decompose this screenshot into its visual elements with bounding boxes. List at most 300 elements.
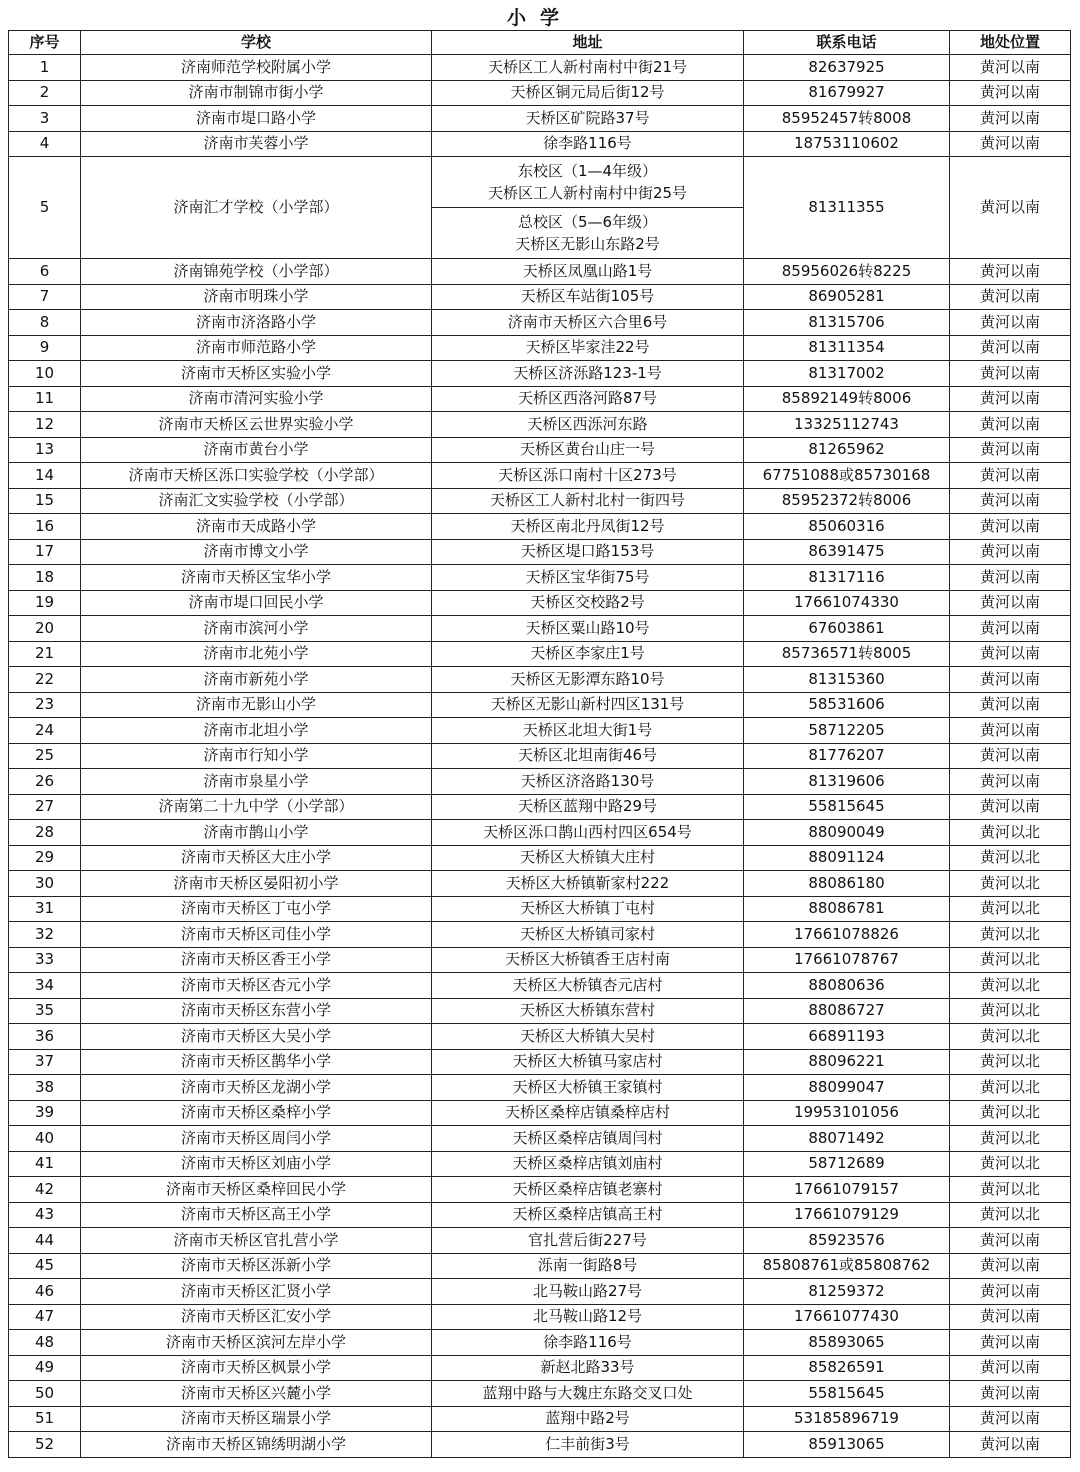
cell-school: 济南市天桥区官扎营小学 — [81, 1228, 432, 1254]
cell-address: 天桥区车站街105号 — [432, 284, 744, 310]
cell-no: 51 — [9, 1406, 81, 1432]
cell-phone: 88091124 — [744, 845, 950, 871]
cell-no: 27 — [9, 794, 81, 820]
table-row — [9, 1202, 1071, 1228]
cell-school: 济南市堤口回民小学 — [81, 590, 432, 616]
cell-school: 济南汇文实验学校（小学部） — [81, 488, 432, 514]
cell-school: 济南市天桥区丁屯小学 — [81, 896, 432, 922]
table-row — [9, 743, 1071, 769]
cell-location: 黄河以北 — [950, 896, 1071, 922]
cell-phone: 67751088或85730168 — [744, 463, 950, 489]
cell-location: 黄河以南 — [950, 1253, 1071, 1279]
cell-phone: 86905281 — [744, 284, 950, 310]
cell-address: 官扎营后街227号 — [432, 1228, 744, 1254]
cell-location: 黄河以北 — [950, 1202, 1071, 1228]
cell-location: 黄河以南 — [950, 514, 1071, 540]
table-row — [9, 692, 1071, 718]
cell-school: 济南市天桥区周闫小学 — [81, 1126, 432, 1152]
cell-location: 黄河以北 — [950, 1151, 1071, 1177]
cell-phone: 81311354 — [744, 335, 950, 361]
cell-location: 黄河以南 — [950, 80, 1071, 106]
table-row — [9, 131, 1071, 157]
cell-no: 15 — [9, 488, 81, 514]
cell-phone: 88086727 — [744, 998, 950, 1024]
cell-school: 济南市天桥区枫景小学 — [81, 1355, 432, 1381]
cell-location: 黄河以南 — [950, 1432, 1071, 1458]
cell-address: 天桥区大桥镇东营村 — [432, 998, 744, 1024]
table-row — [9, 1177, 1071, 1203]
cell-phone: 88086781 — [744, 896, 950, 922]
cell-phone: 17661078767 — [744, 947, 950, 973]
table-row — [9, 1049, 1071, 1075]
cell-phone: 81679927 — [744, 80, 950, 106]
table-row — [9, 590, 1071, 616]
cell-school: 济南市无影山小学 — [81, 692, 432, 718]
cell-address-campus-main — [432, 208, 744, 259]
table-row — [9, 259, 1071, 285]
cell-phone: 67603861 — [744, 616, 950, 642]
address-line: 东校区（1—4年级） — [517, 162, 658, 180]
cell-no: 44 — [9, 1228, 81, 1254]
table-row — [9, 1381, 1071, 1407]
table-row — [9, 539, 1071, 565]
cell-no: 3 — [9, 106, 81, 132]
cell-school: 济南市天桥区宝华小学 — [81, 565, 432, 591]
cell-location: 黄河以南 — [950, 488, 1071, 514]
cell-no: 34 — [9, 973, 81, 999]
cell-phone: 85913065 — [744, 1432, 950, 1458]
cell-no: 13 — [9, 437, 81, 463]
table-row — [9, 514, 1071, 540]
table-row — [9, 284, 1071, 310]
cell-school: 济南市天桥区瑞景小学 — [81, 1406, 432, 1432]
table-row — [9, 1304, 1071, 1330]
cell-address: 天桥区泺口鹊山西村四区654号 — [432, 820, 744, 846]
cell-no: 20 — [9, 616, 81, 642]
cell-address: 天桥区矿院路37号 — [432, 106, 744, 132]
table-row — [9, 1253, 1071, 1279]
cell-school: 济南市天桥区泺口实验学校（小学部） — [81, 463, 432, 489]
cell-phone: 85736571转8005 — [744, 641, 950, 667]
school-table — [8, 30, 1071, 1458]
table-row — [9, 565, 1071, 591]
cell-phone: 81315706 — [744, 310, 950, 336]
header-phone: 联系电话 — [744, 31, 950, 55]
table-row — [9, 769, 1071, 795]
cell-phone: 88071492 — [744, 1126, 950, 1152]
table-row — [9, 1126, 1071, 1152]
cell-address: 天桥区大桥镇王家镇村 — [432, 1075, 744, 1101]
cell-address: 天桥区桑梓店镇周闫村 — [432, 1126, 744, 1152]
header-school: 学校 — [81, 31, 432, 55]
cell-address: 天桥区大桥镇司家村 — [432, 922, 744, 948]
cell-no: 29 — [9, 845, 81, 871]
cell-location: 黄河以北 — [950, 820, 1071, 846]
cell-address: 天桥区黄台山庄一号 — [432, 437, 744, 463]
cell-school: 济南市天桥区桑梓小学 — [81, 1100, 432, 1126]
cell-address: 天桥区济洛路130号 — [432, 769, 744, 795]
cell-school: 济南市天桥区锦绣明湖小学 — [81, 1432, 432, 1458]
cell-address: 天桥区粟山路10号 — [432, 616, 744, 642]
header-row — [9, 31, 1071, 55]
cell-phone: 53185896719 — [744, 1406, 950, 1432]
cell-location: 黄河以南 — [950, 1279, 1071, 1305]
cell-phone: 13325112743 — [744, 412, 950, 438]
cell-phone: 85808761或85808762 — [744, 1253, 950, 1279]
cell-location: 黄河以南 — [950, 539, 1071, 565]
table-row — [9, 1279, 1071, 1305]
cell-phone: 85956026转8225 — [744, 259, 950, 285]
cell-no: 46 — [9, 1279, 81, 1305]
table-row — [9, 437, 1071, 463]
cell-no: 42 — [9, 1177, 81, 1203]
cell-location: 黄河以南 — [950, 106, 1071, 132]
cell-phone: 85892149转8006 — [744, 386, 950, 412]
table-row — [9, 1330, 1071, 1356]
cell-school: 济南市天桥区司佳小学 — [81, 922, 432, 948]
cell-phone: 55815645 — [744, 1381, 950, 1407]
cell-no: 26 — [9, 769, 81, 795]
table-row — [9, 1100, 1071, 1126]
cell-no: 8 — [9, 310, 81, 336]
cell-address: 天桥区工人新村北村一街四号 — [432, 488, 744, 514]
cell-phone: 88096221 — [744, 1049, 950, 1075]
cell-location: 黄河以北 — [950, 871, 1071, 897]
cell-location: 黄河以南 — [950, 412, 1071, 438]
cell-no: 52 — [9, 1432, 81, 1458]
cell-phone: 17661079157 — [744, 1177, 950, 1203]
cell-phone: 88090049 — [744, 820, 950, 846]
cell-school: 济南市博文小学 — [81, 539, 432, 565]
table-row — [9, 80, 1071, 106]
cell-no: 16 — [9, 514, 81, 540]
cell-phone: 58712205 — [744, 718, 950, 744]
cell-no: 12 — [9, 412, 81, 438]
cell-school: 济南市鹊山小学 — [81, 820, 432, 846]
cell-address: 天桥区南北丹凤街12号 — [432, 514, 744, 540]
cell-no: 1 — [9, 55, 81, 81]
cell-school: 济南市明珠小学 — [81, 284, 432, 310]
cell-location: 黄河以北 — [950, 998, 1071, 1024]
cell-school: 济南市天桥区香王小学 — [81, 947, 432, 973]
table-row — [9, 463, 1071, 489]
cell-phone: 85952372转8006 — [744, 488, 950, 514]
cell-school: 济南市济洛路小学 — [81, 310, 432, 336]
address-line: 天桥区工人新村南村中街25号 — [487, 184, 688, 202]
cell-location: 黄河以北 — [950, 1049, 1071, 1075]
cell-school: 济南市天桥区汇安小学 — [81, 1304, 432, 1330]
cell-address: 天桥区宝华街75号 — [432, 565, 744, 591]
cell-phone: 19953101056 — [744, 1100, 950, 1126]
cell-address: 济南市天桥区六合里6号 — [432, 310, 744, 336]
cell-school: 济南市堤口路小学 — [81, 106, 432, 132]
table-row — [9, 1355, 1071, 1381]
cell-no: 23 — [9, 692, 81, 718]
cell-no: 31 — [9, 896, 81, 922]
cell-no: 14 — [9, 463, 81, 489]
cell-address: 天桥区桑梓店镇刘庙村 — [432, 1151, 744, 1177]
cell-location: 黄河以北 — [950, 1100, 1071, 1126]
header-address: 地址 — [432, 31, 744, 55]
cell-address: 天桥区堤口路153号 — [432, 539, 744, 565]
cell-school: 济南市清河实验小学 — [81, 386, 432, 412]
cell-location: 黄河以南 — [950, 157, 1071, 259]
table-row — [9, 922, 1071, 948]
cell-phone: 17661078826 — [744, 922, 950, 948]
cell-location: 黄河以南 — [950, 641, 1071, 667]
cell-location: 黄河以北 — [950, 1024, 1071, 1050]
table-row — [9, 1432, 1071, 1458]
cell-school: 济南市滨河小学 — [81, 616, 432, 642]
cell-address: 北马鞍山路27号 — [432, 1279, 744, 1305]
cell-school: 济南市天桥区杏元小学 — [81, 973, 432, 999]
cell-phone: 66891193 — [744, 1024, 950, 1050]
cell-location: 黄河以南 — [950, 437, 1071, 463]
cell-location: 黄河以南 — [950, 616, 1071, 642]
cell-no: 7 — [9, 284, 81, 310]
table-row — [9, 310, 1071, 336]
table-row — [9, 386, 1071, 412]
table-row — [9, 361, 1071, 387]
cell-phone: 81315360 — [744, 667, 950, 693]
cell-school: 济南市北苑小学 — [81, 641, 432, 667]
table-row — [9, 1075, 1071, 1101]
cell-address: 天桥区北坦大街1号 — [432, 718, 744, 744]
cell-no: 18 — [9, 565, 81, 591]
table-row — [9, 335, 1071, 361]
cell-address: 天桥区北坦南街46号 — [432, 743, 744, 769]
table-row — [9, 1228, 1071, 1254]
table-row — [9, 845, 1071, 871]
cell-location: 黄河以北 — [950, 1075, 1071, 1101]
cell-school: 济南市天桥区兴麓小学 — [81, 1381, 432, 1407]
cell-phone: 88080636 — [744, 973, 950, 999]
cell-school: 济南市黄台小学 — [81, 437, 432, 463]
cell-location: 黄河以南 — [950, 1304, 1071, 1330]
cell-address: 蓝翔中路与大魏庄东路交叉口处 — [432, 1381, 744, 1407]
cell-address: 天桥区西泺河东路 — [432, 412, 744, 438]
cell-address: 天桥区交校路2号 — [432, 590, 744, 616]
cell-no: 21 — [9, 641, 81, 667]
cell-address: 天桥区大桥镇靳家村222 — [432, 871, 744, 897]
table-body — [9, 55, 1071, 1458]
table-row — [9, 412, 1071, 438]
address-line: 总校区（5—6年级） — [517, 213, 658, 231]
cell-school: 济南市天桥区东营小学 — [81, 998, 432, 1024]
cell-phone: 81265962 — [744, 437, 950, 463]
table-row — [9, 947, 1071, 973]
cell-address: 天桥区凤凰山路1号 — [432, 259, 744, 285]
header-location: 地处位置 — [950, 31, 1071, 55]
cell-address: 徐李路116号 — [432, 1330, 744, 1356]
cell-school: 济南市师范路小学 — [81, 335, 432, 361]
table-row — [9, 641, 1071, 667]
cell-phone: 17661079129 — [744, 1202, 950, 1228]
cell-school: 济南市天桥区刘庙小学 — [81, 1151, 432, 1177]
cell-address: 北马鞍山路12号 — [432, 1304, 744, 1330]
cell-location: 黄河以北 — [950, 922, 1071, 948]
table-row — [9, 820, 1071, 846]
cell-phone: 18753110602 — [744, 131, 950, 157]
cell-school: 济南汇才学校（小学部） — [81, 157, 432, 259]
cell-address: 泺南一街路8号 — [432, 1253, 744, 1279]
cell-address: 天桥区大桥镇香王店村南 — [432, 947, 744, 973]
cell-no: 28 — [9, 820, 81, 846]
cell-phone: 58531606 — [744, 692, 950, 718]
header-no: 序号 — [9, 31, 81, 55]
cell-location: 黄河以南 — [950, 1406, 1071, 1432]
table-row — [9, 55, 1071, 81]
cell-phone: 88099047 — [744, 1075, 950, 1101]
table-row — [9, 1024, 1071, 1050]
cell-address: 天桥区铜元局后街12号 — [432, 80, 744, 106]
cell-no: 17 — [9, 539, 81, 565]
cell-school: 济南市天桥区龙湖小学 — [81, 1075, 432, 1101]
cell-no: 35 — [9, 998, 81, 1024]
cell-school: 济南市天桥区大庄小学 — [81, 845, 432, 871]
cell-address: 蓝翔中路2号 — [432, 1406, 744, 1432]
cell-location: 黄河以北 — [950, 1177, 1071, 1203]
cell-school: 济南市泉星小学 — [81, 769, 432, 795]
cell-school: 济南市新苑小学 — [81, 667, 432, 693]
cell-phone: 17661077430 — [744, 1304, 950, 1330]
cell-phone: 81319606 — [744, 769, 950, 795]
cell-address: 天桥区无影山新村四区131号 — [432, 692, 744, 718]
cell-school: 济南市天桥区实验小学 — [81, 361, 432, 387]
cell-school: 济南师范学校附属小学 — [81, 55, 432, 81]
cell-no: 40 — [9, 1126, 81, 1152]
cell-address: 天桥区大桥镇杏元店村 — [432, 973, 744, 999]
cell-phone: 81259372 — [744, 1279, 950, 1305]
cell-address: 天桥区桑梓店镇老寨村 — [432, 1177, 744, 1203]
cell-school: 济南第二十九中学（小学部） — [81, 794, 432, 820]
cell-school: 济南市天桥区滨河左岸小学 — [81, 1330, 432, 1356]
cell-no: 22 — [9, 667, 81, 693]
cell-no: 11 — [9, 386, 81, 412]
cell-location: 黄河以南 — [950, 718, 1071, 744]
cell-school: 济南市天桥区汇贤小学 — [81, 1279, 432, 1305]
cell-location: 黄河以南 — [950, 692, 1071, 718]
cell-no: 48 — [9, 1330, 81, 1356]
cell-school: 济南市天成路小学 — [81, 514, 432, 540]
cell-phone: 85060316 — [744, 514, 950, 540]
page-title: 小学 — [506, 7, 573, 29]
cell-address: 天桥区西洛河路87号 — [432, 386, 744, 412]
cell-phone: 85893065 — [744, 1330, 950, 1356]
cell-address: 徐李路116号 — [432, 131, 744, 157]
cell-school: 济南市天桥区桑梓回民小学 — [81, 1177, 432, 1203]
cell-school: 济南市天桥区鹊华小学 — [81, 1049, 432, 1075]
cell-location: 黄河以北 — [950, 947, 1071, 973]
cell-location: 黄河以北 — [950, 1126, 1071, 1152]
cell-no: 49 — [9, 1355, 81, 1381]
table-row — [9, 998, 1071, 1024]
cell-location: 黄河以南 — [950, 590, 1071, 616]
cell-no: 6 — [9, 259, 81, 285]
cell-address: 天桥区工人新村南村中街21号 — [432, 55, 744, 81]
cell-location: 黄河以南 — [950, 335, 1071, 361]
cell-phone: 17661074330 — [744, 590, 950, 616]
cell-address: 新赵北路33号 — [432, 1355, 744, 1381]
cell-school: 济南市天桥区泺新小学 — [81, 1253, 432, 1279]
cell-location: 黄河以南 — [950, 55, 1071, 81]
cell-address: 天桥区大桥镇丁屯村 — [432, 896, 744, 922]
table-row — [9, 1406, 1071, 1432]
cell-no: 10 — [9, 361, 81, 387]
cell-address: 天桥区桑梓店镇高王村 — [432, 1202, 744, 1228]
cell-school: 济南市制锦市街小学 — [81, 80, 432, 106]
cell-school: 济南市天桥区晏阳初小学 — [81, 871, 432, 897]
cell-no: 5 — [9, 157, 81, 259]
cell-no: 32 — [9, 922, 81, 948]
cell-no: 38 — [9, 1075, 81, 1101]
cell-phone: 86391475 — [744, 539, 950, 565]
cell-no: 30 — [9, 871, 81, 897]
cell-no: 36 — [9, 1024, 81, 1050]
cell-address-campus-east — [432, 157, 744, 208]
cell-no: 41 — [9, 1151, 81, 1177]
cell-location: 黄河以北 — [950, 973, 1071, 999]
table-row — [9, 871, 1071, 897]
cell-no: 37 — [9, 1049, 81, 1075]
cell-location: 黄河以南 — [950, 386, 1071, 412]
cell-phone: 88086180 — [744, 871, 950, 897]
cell-school: 济南市行知小学 — [81, 743, 432, 769]
cell-address: 天桥区大桥镇大庄村 — [432, 845, 744, 871]
cell-no: 45 — [9, 1253, 81, 1279]
cell-phone: 81317002 — [744, 361, 950, 387]
cell-location: 黄河以南 — [950, 284, 1071, 310]
table-row — [9, 794, 1071, 820]
cell-location: 黄河以南 — [950, 131, 1071, 157]
cell-phone: 85952457转8008 — [744, 106, 950, 132]
cell-location: 黄河以南 — [950, 565, 1071, 591]
cell-location: 黄河以南 — [950, 1355, 1071, 1381]
cell-address: 天桥区桑梓店镇桑梓店村 — [432, 1100, 744, 1126]
cell-address: 天桥区大桥镇马家店村 — [432, 1049, 744, 1075]
cell-location: 黄河以南 — [950, 259, 1071, 285]
cell-location: 黄河以南 — [950, 310, 1071, 336]
cell-address: 天桥区无影潭东路10号 — [432, 667, 744, 693]
table-row — [9, 106, 1071, 132]
cell-location: 黄河以南 — [950, 463, 1071, 489]
cell-phone: 85923576 — [744, 1228, 950, 1254]
cell-phone: 55815645 — [744, 794, 950, 820]
cell-phone: 81776207 — [744, 743, 950, 769]
cell-location: 黄河以南 — [950, 769, 1071, 795]
cell-no: 50 — [9, 1381, 81, 1407]
table-row — [9, 667, 1071, 693]
table-row-merged — [9, 157, 1071, 208]
address-line: 天桥区无影山东路2号 — [515, 235, 660, 253]
cell-school: 济南市芙蓉小学 — [81, 131, 432, 157]
cell-location: 黄河以南 — [950, 361, 1071, 387]
cell-address: 天桥区毕家洼22号 — [432, 335, 744, 361]
cell-location: 黄河以南 — [950, 667, 1071, 693]
table-row — [9, 718, 1071, 744]
cell-location: 黄河以南 — [950, 743, 1071, 769]
cell-school: 济南锦苑学校（小学部） — [81, 259, 432, 285]
cell-no: 43 — [9, 1202, 81, 1228]
cell-no: 9 — [9, 335, 81, 361]
cell-phone: 81311355 — [744, 157, 950, 259]
cell-no: 24 — [9, 718, 81, 744]
cell-location: 黄河以南 — [950, 794, 1071, 820]
cell-address: 天桥区李家庄1号 — [432, 641, 744, 667]
cell-no: 4 — [9, 131, 81, 157]
cell-address: 天桥区泺口南村十区273号 — [432, 463, 744, 489]
cell-no: 33 — [9, 947, 81, 973]
